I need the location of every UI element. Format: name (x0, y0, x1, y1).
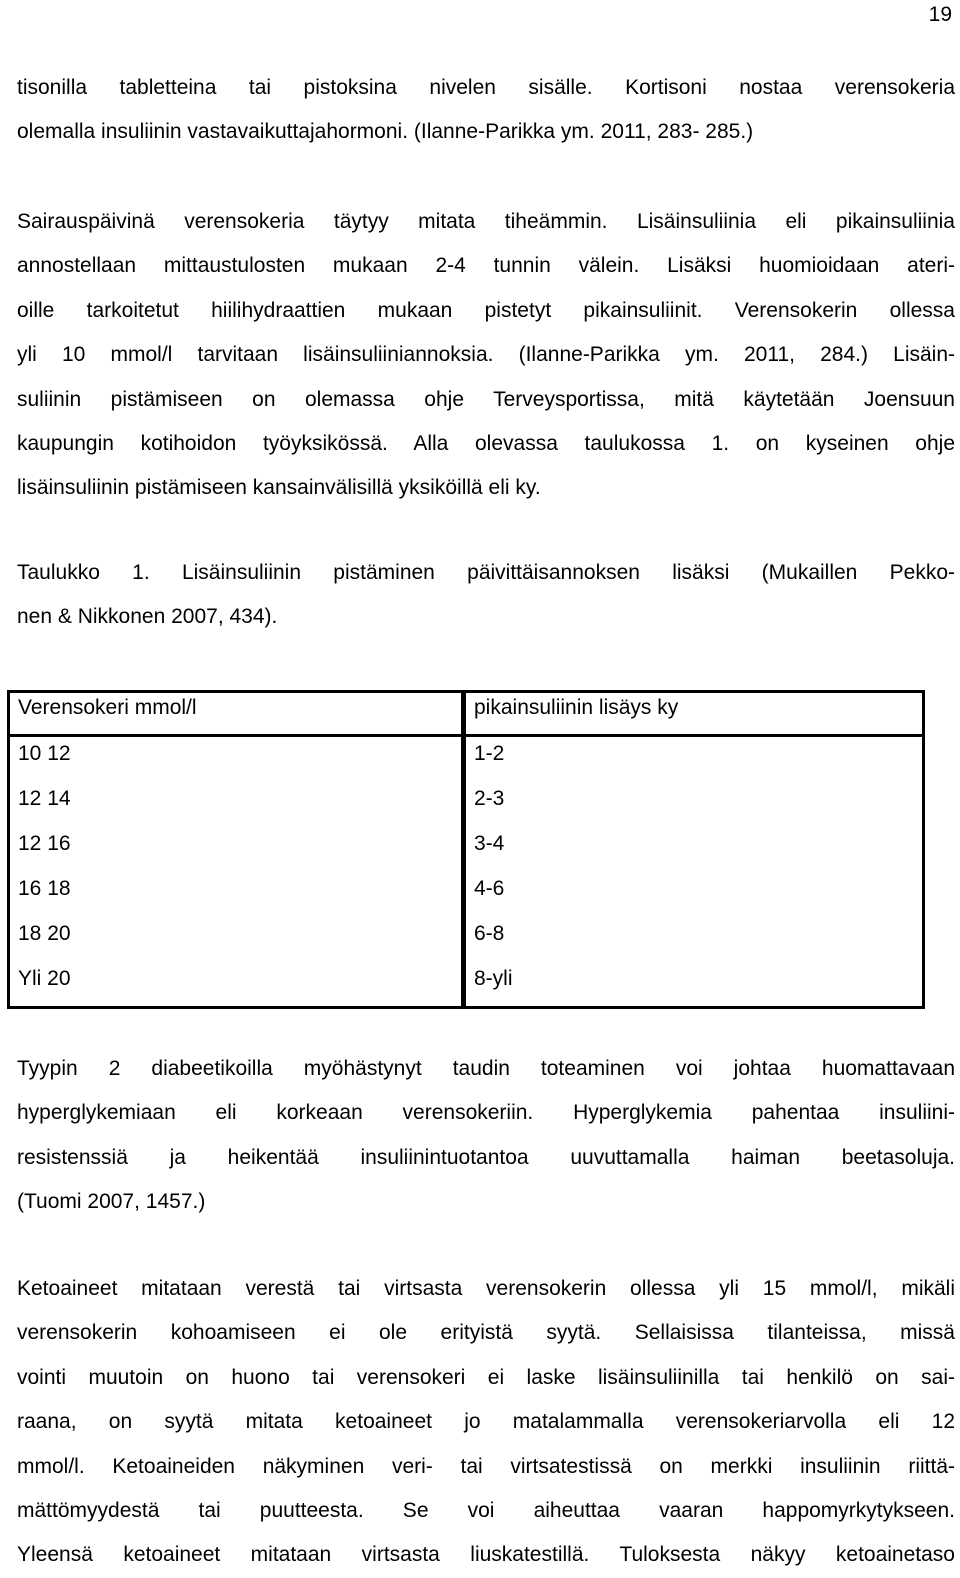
text-line: Taulukko 1. Lisäinsuliinin pistäminen päivittäisannoksen lisäksi (Mukaillen Pekko- (17, 561, 955, 584)
text-line: Sairauspäivinä verensokeria täytyy mitata tiheämmin. Lisäinsuliinia eli pikainsuliinia (17, 210, 955, 233)
table-header-insulin: pikainsuliinin lisäys ky (474, 696, 679, 719)
paragraph-sick-days (17, 200, 955, 511)
text-line: resistenssiä ja heikentää insuliinintuotantoa uuvuttamalla haiman beetasoluja. (17, 1145, 955, 1169)
text-line: (Tuomi 2007, 1457.) (17, 1190, 206, 1214)
text-line: vointi muutoin on huono tai verensokeri ei laske lisäinsuliinilla tai henkilö on sai- (17, 1365, 955, 1389)
text-line: olemalla insuliinin vastavaikuttajahormoni. (Ilanne-Parikka ym. 2011, 283- 285.) (17, 120, 754, 144)
table-caption (17, 551, 955, 640)
text-line: annostellaan mittaustulosten mukaan 2-4 tunnin välein. Lisäksi huomioidaan ateri- (17, 254, 955, 278)
text-line: oille tarkoitetut hiilihydraattien mukaan pistetyt pikainsuliinit. Verensokerin ollessa (17, 298, 955, 322)
table-cell-sugar: 12 16 (18, 832, 71, 855)
table-body-right (466, 737, 922, 1006)
text-line: kaupungin kotihoidon työyksikössä. Alla olevassa taulukossa 1. on kyseinen ohje (17, 432, 955, 456)
text-line: yli 10 mmol/l tarvitaan lisäinsuliiniannoksia. (Ilanne-Parikka ym. 2011, 284.) Lisäin- (17, 343, 955, 367)
table-cell-sugar: 12 14 (18, 787, 71, 810)
text-line: hyperglykemiaan eli korkeaan verensokeriin. Hyperglykemia pahentaa insuliini- (17, 1101, 955, 1125)
text-line: mättömyydestä tai puutteesta. Se voi aiheuttaa vaaran happomyrkytykseen. (17, 1499, 955, 1523)
table-cell-insulin: 3-4 (474, 832, 505, 855)
table-header-sugar: Verensokeri mmol/l (18, 696, 197, 719)
table-cell-sugar: 18 20 (18, 922, 71, 945)
table-cell-insulin: 2-3 (474, 787, 505, 810)
text-line: Ketoaineet mitataan verestä tai virtsasta verensokerin ollessa yli 15 mmol/l, mikäli (17, 1277, 955, 1300)
text-line: Yleensä ketoaineet mitataan virtsasta liuskatestillä. Tuloksesta näkyy ketoainetaso (17, 1543, 955, 1567)
text-line: nen & Nikkonen 2007, 434). (17, 605, 278, 629)
text-line: raana, on syytä mitata ketoaineet jo matalammalla verensokeriarvolla eli 12 (17, 1410, 955, 1434)
text-line: mmol/l. Ketoaineiden näkyminen veri- tai virtsatestissä on merkki insuliinin riittä- (17, 1454, 955, 1478)
text-line: lisäinsuliinin pistämiseen kansainvälisillä yksiköillä eli ky. (17, 476, 541, 500)
table-cell-insulin: 8-yli (474, 967, 513, 990)
page-number: 19 (928, 3, 952, 26)
table-cell-insulin: 1-2 (474, 742, 505, 765)
table-cell-insulin: 6-8 (474, 922, 505, 945)
text-line: Tyypin 2 diabeetikoilla myöhästynyt taudin toteaminen voi johtaa huomattavaan (17, 1057, 955, 1080)
table-cell-sugar: Yli 20 (18, 967, 71, 990)
text-line: suliinin pistämiseen on olemassa ohje Terveysportissa, mitä käytetään Joensuun (17, 387, 955, 411)
paragraph-cortisone (17, 66, 955, 155)
paragraph-ketones (17, 1267, 955, 1578)
table-body-left (10, 737, 461, 1006)
paragraph-type2-hyperglycemia (17, 1047, 955, 1225)
table-cell-sugar: 16 18 (18, 877, 71, 900)
sugar-insulin-table (7, 690, 925, 1009)
text-line: tisonilla tabletteina tai pistoksina nivelen sisälle. Kortisoni nostaa verensokeria (17, 76, 955, 99)
text-line: verensokerin kohoamiseen ei ole erityistä syytä. Sellaisissa tilanteissa, missä (17, 1321, 955, 1345)
table-cell-insulin: 4-6 (474, 877, 505, 900)
table-cell-sugar: 10 12 (18, 742, 71, 765)
